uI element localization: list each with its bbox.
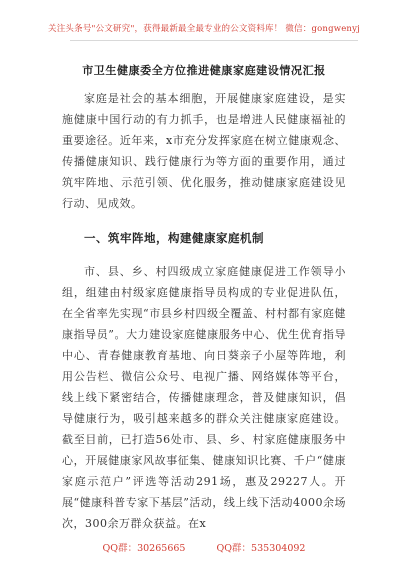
header-divider — [70, 40, 358, 41]
document-body — [62, 88, 346, 534]
footer-qq-group-1: QQ群：30265665 — [102, 543, 186, 554]
footer-contact — [0, 540, 408, 554]
footer-qq-group-2: QQ群：535304092 — [216, 543, 306, 554]
header-promo-note: 关注头条号"公文研究"，获得最新最全最专业的公文资料库！ 微信：gongwenyj — [48, 24, 360, 34]
document-title: 市卫生健康委全方位推进健康家庭建设情况汇报 — [82, 64, 326, 77]
intro-paragraph: 家庭是社会的基本细胞，开展健康家庭建设，是实施健康中国行动的有力抓手，也是增进人民健康福祉的重要途径。近年来，x市充分发挥家庭在树立健康观念、传播健康知识、践行健康行为等方面的重要作用，通过筑牢阵地、示范引领、优化服务，推动健康家庭建设见行动、见成效。 — [62, 92, 346, 210]
section-heading: 一、筑牢阵地，构建健康家庭机制 — [84, 231, 264, 245]
section-paragraph: 市、县、乡、村四级成立家庭健康促进工作领导小组，组建由村级家庭健康指导员构成的专业促进队伍，在全省率先实现“市县乡村四级全覆盖、村村都有家庭健康指导员”。大力建设家庭健康服务中心、优生优育指导中心、青春健康教育基地、向日葵亲子小屋等阵地，利用公告栏、微信公众号、电视广播、网络媒体等平台，线上线下紧密结合，传播健康理念，普及健康知识，倡导健康行为，吸引越来越多的群众关注健康家庭建设。截至目前，已打造56处市、县、乡、村家庭健康服务中心，开展健康家风故事征集、健康知识比赛、千户“健康家庭示范户”评选等活动291场，惠及29227人。开展“健康科普专家下基层”活动，线上线下活动4000余场次，300余万群众获益。在x — [62, 265, 346, 530]
